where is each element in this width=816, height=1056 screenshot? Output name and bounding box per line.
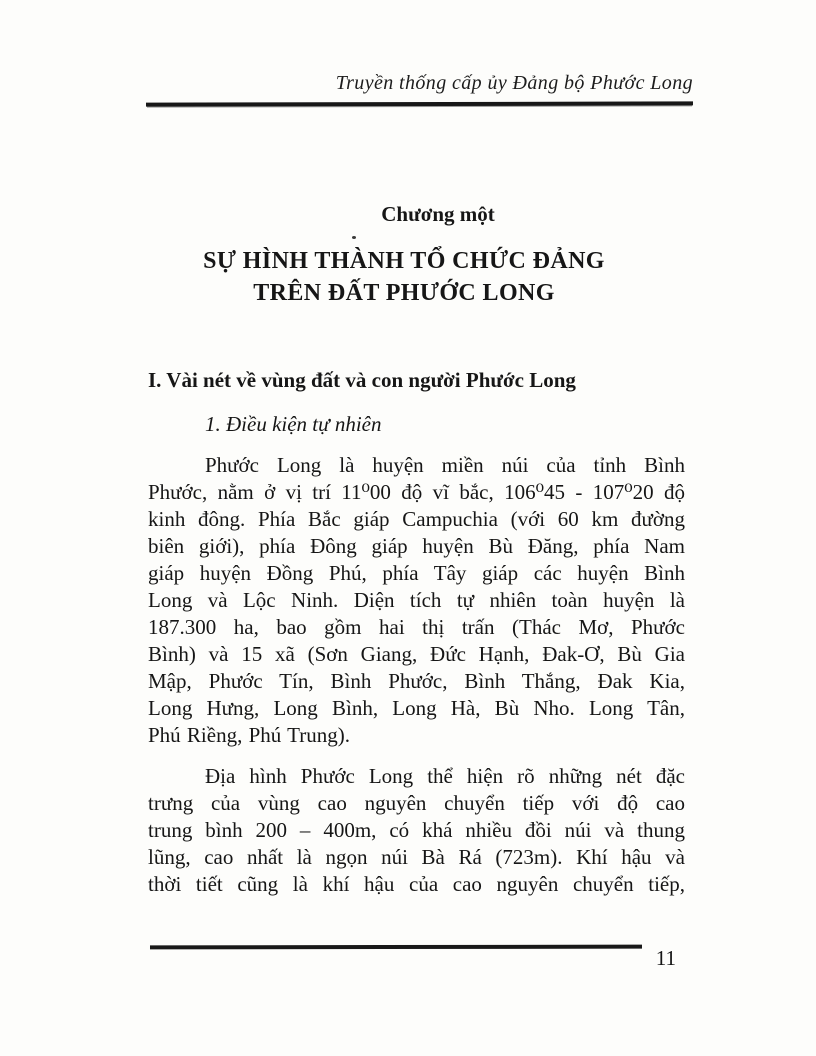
text-line: kinh đông. Phía Bắc giáp Campuchia (với 60 km đường — [148, 507, 685, 531]
text-line: trưng của vùng cao nguyên chuyển tiếp với độ cao — [148, 791, 685, 815]
stray-ink-dot — [352, 236, 356, 239]
text-line: thời tiết cũng là khí hậu của cao nguyên chuyển tiếp, — [148, 872, 685, 896]
page-number: 11 — [655, 946, 676, 970]
text-line: Long Hưng, Long Bình, Long Hà, Bù Nho. Long Tân, — [148, 696, 685, 720]
chapter-title — [124, 245, 684, 309]
text-line: lũng, cao nhất là ngọn núi Bà Rá (723m). Khí hậu và — [148, 845, 685, 869]
text-line: 187.300 ha, bao gồm hai thị trấn (Thác Mơ, Phước — [148, 615, 685, 639]
paragraph — [148, 763, 685, 898]
text-line: Phước Long là huyện miền núi của tỉnh Bình — [205, 453, 685, 477]
section-heading: I. Vài nét về vùng đất và con người Phước Long — [148, 368, 576, 392]
body-text — [148, 452, 685, 898]
running-title: Truyền thống cấp ủy Đảng bộ Phước Long — [335, 72, 693, 94]
subsection-heading: 1. Điều kiện tự nhiên — [205, 412, 382, 436]
chapter-title-line2: TRÊN ĐẤT PHƯỚC LONG — [253, 280, 555, 306]
text-line: trung bình 200 – 400m, có khá nhiều đồi núi và thung — [148, 818, 685, 842]
text-line: biên giới), phía Đông giáp huyện Bù Đăng, phía Nam — [148, 534, 685, 558]
text-line: Phú Riềng, Phú Trung). — [148, 723, 350, 747]
text-line: Mập, Phước Tín, Bình Phước, Bình Thắng, Đak Kia, — [148, 669, 685, 693]
text-line: Long và Lộc Ninh. Diện tích tự nhiên toàn huyện là — [148, 588, 685, 612]
chapter-title-line1: SỰ HÌNH THÀNH TỔ CHỨC ĐẢNG — [203, 248, 605, 274]
header-rule — [146, 101, 693, 106]
text-line: giáp huyện Đồng Phú, phía Tây giáp các huyện Bình — [148, 561, 685, 585]
text-line: Địa hình Phước Long thể hiện rõ những nét đặc — [205, 764, 685, 788]
chapter-label: Chương một — [381, 202, 495, 226]
text-line: Bình) và 15 xã (Sơn Giang, Đức Hạnh, Đak-Ơ, Bù Gia — [148, 642, 685, 666]
text-line: Phước, nằm ở vị trí 11⁰00 độ vĩ bắc, 106⁰45 - 107⁰20 độ — [148, 480, 685, 504]
paragraph — [148, 452, 685, 749]
